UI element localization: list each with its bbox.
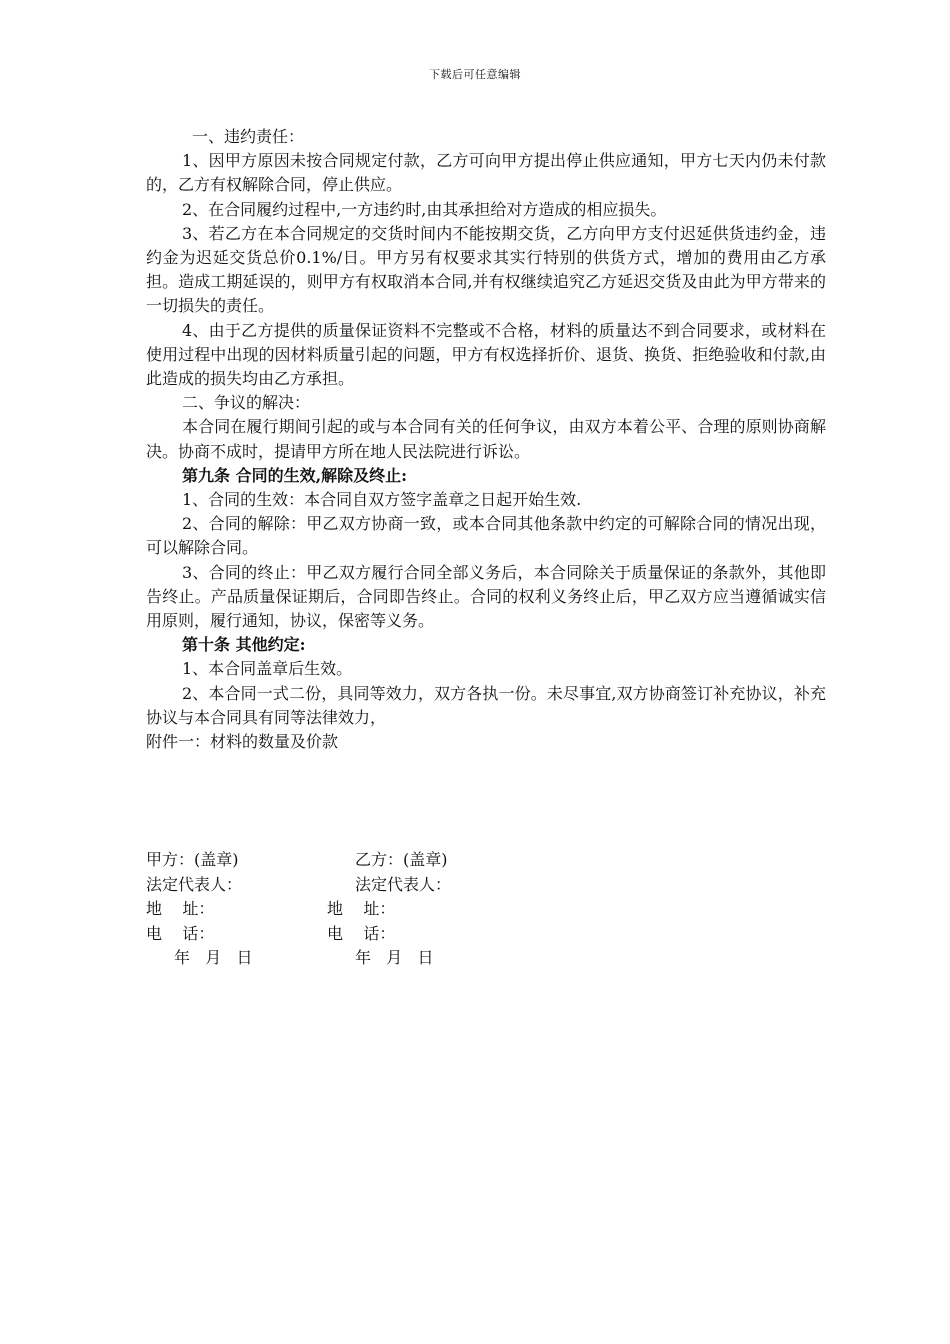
breach-item-4: 4、由于乙方提供的质量保证资料不完整或不合格，材料的质量达不到合同要求，或材料在使用过程中出现的因材料质量引起的问题，甲方有权选择折价、退货、换货、拒绝验收和付款,由此造成的损失均由乙方承担。 (146, 320, 826, 389)
party-b-name: 乙方：(盖章) (355, 850, 448, 869)
party-a-name: 甲方：(盖章) (146, 850, 239, 869)
article10-item-2: 2、本合同一式二份，具同等效力，双方各执一份。未尽事宜,双方协商签订补充协议，补充协议与本合同具有同等法律效力， (146, 683, 826, 727)
breach-item-3: 3、若乙方在本合同规定的交货时间内不能按期交货，乙方向甲方支付迟延供货违约金，违约金为迟延交货总价0.1%/日。甲方另有权要求其实行特别的供货方式，增加的费用由乙方承担。造成工期延误的，则甲方有权取消本合同,并有权继续追究乙方延迟交货及由此为甲方带来的一切损失的责任。 (146, 223, 826, 316)
party-b-date: 年 月 日 (355, 948, 434, 968)
header-note: 下载后可任意编辑 (429, 68, 521, 81)
breach-item-2: 2、在合同履约过程中,一方违约时,由其承担给对方造成的相应损失。 (182, 199, 667, 219)
article9-title: 第九条 合同的生效,解除及终止: (182, 465, 408, 485)
signature-row-date (146, 946, 646, 971)
party-a-phone: 电 话： (146, 923, 215, 943)
party-a-date: 年 月 日 (174, 948, 253, 968)
dispute-text: 本合同在履行期间引起的或与本合同有关的任何争议，由双方本着公平、合理的原则协商解决。协商不成时，提请甲方所在地人民法院进行诉讼。 (146, 417, 826, 461)
signature-row-rep (146, 873, 646, 898)
signature-row-party (146, 848, 646, 873)
breach-title: 一、违约责任： (192, 127, 305, 146)
article10-item-1: 1、本合同盖章后生效。 (182, 659, 353, 679)
attachment-line: 附件一：材料的数量及价款 (146, 732, 339, 752)
article9-item-2: 2、合同的解除：甲乙双方协商一致，或本合同其他条款中约定的可解除合同的情况出现，可以解除合同。 (146, 514, 826, 558)
signature-block (146, 848, 646, 971)
party-b-address: 地 址： (327, 899, 396, 919)
party-a-rep: 法定代表人： (146, 874, 243, 894)
party-b-rep: 法定代表人： (355, 874, 452, 894)
signature-row-address (146, 897, 646, 922)
signature-row-phone (146, 922, 646, 947)
contract-body (146, 125, 826, 754)
party-b-phone: 电 话： (327, 923, 396, 943)
article10-title: 第十条 其他约定: (182, 635, 306, 655)
article9-item-1: 1、合同的生效：本合同自双方签字盖章之日起开始生效. (182, 490, 582, 510)
party-a-address: 地 址： (146, 899, 215, 919)
article9-item-3: 3、合同的终止：甲乙双方履行合同全部义务后，本合同除关于质量保证的条款外，其他即告终止。产品质量保证期后，合同即告终止。合同的权利义务终止后，甲乙双方应当遵循诚实信用原则，履行通知，协议，保密等义务。 (146, 562, 826, 631)
breach-item-1: 1、因甲方原因未按合同规定付款，乙方可向甲方提出停止供应通知，甲方七天内仍未付款的，乙方有权解除合同，停止供应。 (146, 151, 826, 195)
dispute-title: 二、争议的解决： (182, 393, 311, 413)
